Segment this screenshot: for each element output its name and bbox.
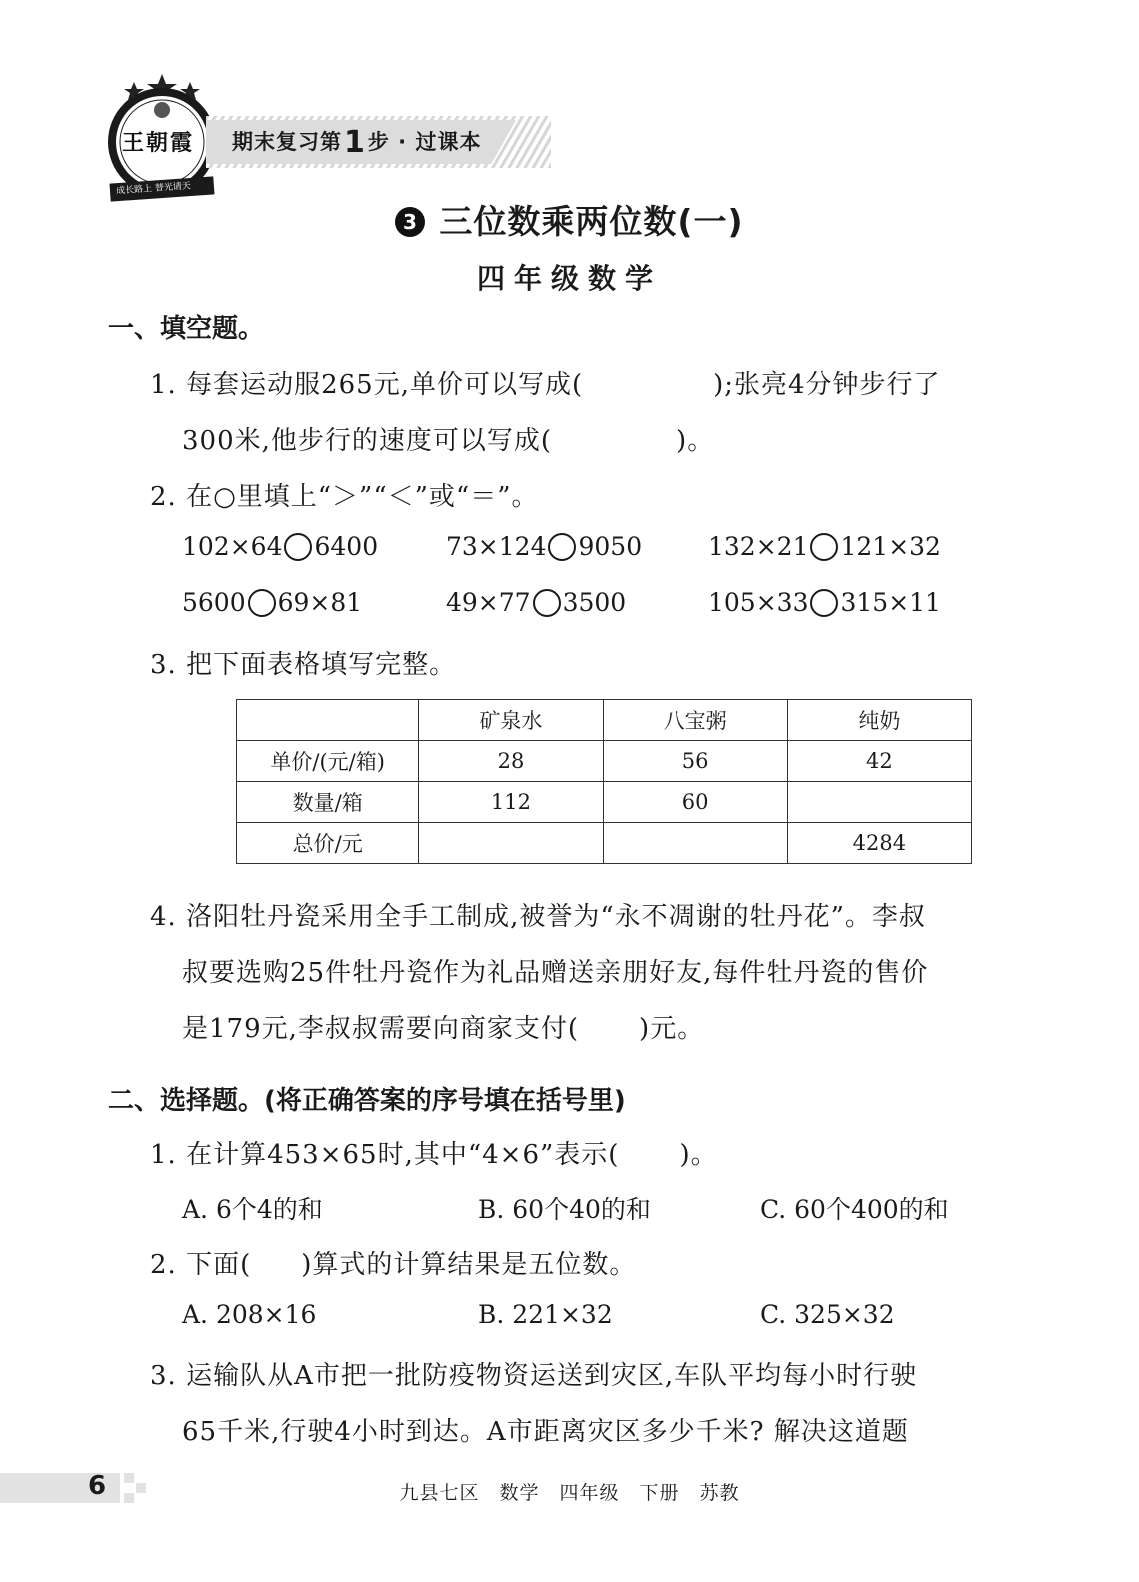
question-1-3-prompt: 3. 把下面表格填写完整。 <box>150 650 457 680</box>
footer-volume: 下册 <box>639 1482 680 1504</box>
table-header-row <box>237 700 972 741</box>
table-header-cell: 矿泉水 <box>419 700 603 741</box>
compare-item: 102×64 6400 <box>182 532 379 561</box>
footer-region: 九县七区 <box>399 1482 480 1504</box>
option-b: B. 221×32 <box>478 1300 613 1329</box>
compare-circle[interactable] <box>284 533 312 561</box>
table-row-label: 数量/箱 <box>237 782 419 823</box>
logo-tagline: 成长路上 替光请天 <box>115 181 192 197</box>
question-1-1-line-1: 1. 每套运动服265元,单价可以写成( );张亮4分钟步行了 <box>150 370 941 400</box>
table-row-label: 单价/(元/箱) <box>237 741 419 782</box>
table-row <box>237 782 972 823</box>
compare-circle[interactable] <box>248 589 276 617</box>
table-cell-blank[interactable] <box>787 782 971 823</box>
table-cell: 4284 <box>787 823 971 864</box>
page-number: 6 <box>88 1471 107 1501</box>
question-2-3-line-1: 3. 运输队从A市把一批防疫物资运送到灾区,车队平均每小时行驶 <box>150 1361 918 1391</box>
table-header-cell: 纯奶 <box>787 700 971 741</box>
banner-prefix: 期末复习第 <box>232 130 342 154</box>
footer-info <box>0 1478 1139 1505</box>
section-heading-choice: 二、选择题。(将正确答案的序号填在括号里) <box>108 1086 626 1116</box>
banner-suffix: 步 · 过课本 <box>367 130 482 154</box>
compare-circle[interactable] <box>810 533 838 561</box>
table-cell: 42 <box>787 741 971 782</box>
compare-circle[interactable] <box>810 589 838 617</box>
table-row-label: 总价/元 <box>237 823 419 864</box>
question-1-2-prompt: 2. 在○里填上“＞”“＜”或“＝”。 <box>150 482 539 512</box>
option-c: C. 60个400的和 <box>760 1195 949 1224</box>
table-header-cell: 八宝粥 <box>603 700 787 741</box>
table-cell-blank[interactable] <box>603 823 787 864</box>
footer-grade: 四年级 <box>559 1482 620 1504</box>
question-2-3-line-2: 65千米,行驶4小时到达。A市距离灾区多少千米? 解决这道题 <box>182 1417 909 1447</box>
compare-item: 105×33 315×11 <box>708 588 941 617</box>
title-text: 三位数乘两位数(一) <box>439 202 744 241</box>
table-cell: 56 <box>603 741 787 782</box>
footer-subject: 数学 <box>499 1482 540 1504</box>
footer-edition: 苏教 <box>699 1482 740 1504</box>
table-cell: 28 <box>419 741 603 782</box>
question-2-2: 2. 下面( )算式的计算结果是五位数。 <box>150 1250 637 1280</box>
banner-text <box>232 125 481 160</box>
option-a: A. 208×16 <box>182 1300 317 1329</box>
question-2-1: 1. 在计算453×65时,其中“4×6”表示( )。 <box>150 1140 718 1170</box>
header-banner <box>206 116 551 168</box>
compare-circle[interactable] <box>533 589 561 617</box>
option-b: B. 60个40的和 <box>478 1195 651 1224</box>
page-title <box>0 196 1139 243</box>
compare-item: 73×124 9050 <box>446 532 643 561</box>
table-cell: 112 <box>419 782 603 823</box>
question-1-1-line-2: 300米,他步行的速度可以写成( )。 <box>182 426 715 456</box>
title-number-badge: 3 <box>395 207 425 237</box>
question-1-4-line-2: 叔要选购25件牡丹瓷作为礼品赠送亲朋好友,每件牡丹瓷的售价 <box>182 958 929 988</box>
compare-item: 132×21 121×32 <box>708 532 941 561</box>
table-row <box>237 823 972 864</box>
banner-step-number: 1 <box>344 125 366 160</box>
question-1-4-line-1: 4. 洛阳牡丹瓷采用全手工制成,被誉为“永不凋谢的牡丹花”。李叔 <box>150 902 926 932</box>
table-cell-blank[interactable] <box>419 823 603 864</box>
section-heading-fill-in: 一、填空题。 <box>108 314 265 344</box>
question-1-4-line-3: 是179元,李叔叔需要向商家支付( )元。 <box>182 1014 705 1044</box>
table-cell <box>237 700 419 741</box>
page-subtitle: 四年级数学 <box>476 262 662 295</box>
compare-item: 49×77 3500 <box>446 588 627 617</box>
option-a: A. 6个4的和 <box>182 1195 323 1224</box>
compare-item: 5600 69×81 <box>182 588 363 617</box>
compare-circle[interactable] <box>548 533 576 561</box>
price-table <box>236 699 972 864</box>
logo-name: 王朝霞 <box>122 130 195 156</box>
table-row <box>237 741 972 782</box>
option-c: C. 325×32 <box>760 1300 895 1329</box>
table-cell: 60 <box>603 782 787 823</box>
